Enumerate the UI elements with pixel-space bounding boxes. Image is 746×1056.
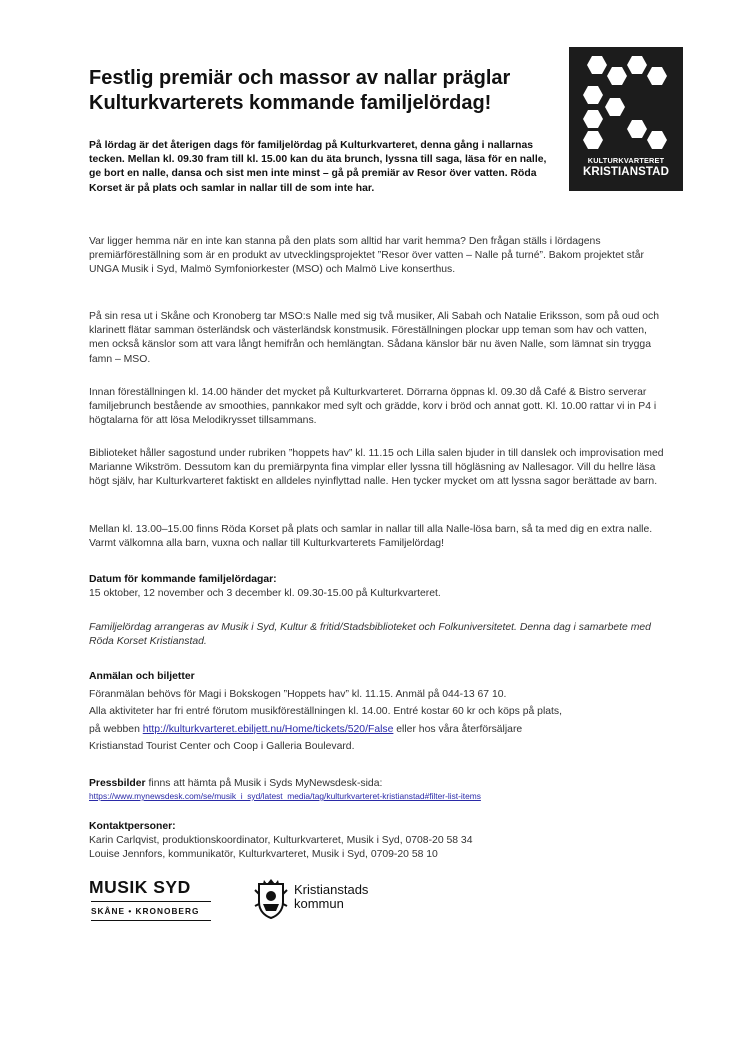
kulturkvarteret-logo: [569, 47, 683, 191]
kristianstads-kommun-logo: [253, 878, 393, 922]
tickets-line-3-prefix: på webben: [89, 723, 143, 735]
contact-1: Karin Carlqvist, produktionskoordinator, Kulturkvarteret, Musik i Syd, 0708-20 58 34: [89, 835, 473, 847]
tickets-heading: Anmälan och biljetter: [89, 671, 195, 682]
dates-text: 15 oktober, 12 november och 3 december kl. 09.30-15.00 på Kulturkvarteret.: [89, 588, 441, 600]
press-line: [89, 777, 669, 790]
press-bold-label: Pressbilder: [89, 778, 146, 789]
dates-section: [89, 573, 669, 601]
dates-heading: Datum för kommande familjelördagar:: [89, 574, 277, 585]
tickets-line-1: Föranmälan behövs för Magi i Bokskogen ”Hoppets hav” kl. 11.15. Anmäl på 044-13 67 10.: [89, 688, 507, 700]
body-paragraph-5: Mellan kl. 13.00–15.00 finns Röda Korset på plats och samlar in nallar till alla Nalle-lösa barn, så ta med dig en extra nalle. Varmt välkomna alla barn, vuxna och nallar till Kulturkvarterets Familjelördag!: [89, 524, 653, 550]
body-paragraph-3: Innan föreställningen kl. 14.00 händer det mycket på Kulturkvarteret. Dörrarna öppnas kl. 09.30 då Café & Bistro serverar familjebrunch bestående av smoothies, pannkakor med sylt och grädde, korv i bröd och annat gott. Kl. 10.00 rattar vi in P4 i högtalarna för att lösa Melodikrysset tillsammans.: [89, 387, 657, 427]
contacts-heading: Kontaktpersoner:: [89, 821, 176, 832]
coat-of-arms-icon: [253, 878, 289, 920]
body-paragraph-4: Biblioteket håller sagostund under rubriken ”hoppets hav” kl. 11.15 och Lilla salen bjuder in till danslek och improvisation med Marianne Wikström. Dessutom kan du premiärpynta fina vimplar eller lyssna till högläsning av Nallesagor. Vill du hellre läsa högt själv, har Kulturkvarteret faktiskt en alldeles nyinflyttad nalle. Hen tycker mycket om att lyssna sagor berättade av barn.: [89, 448, 664, 488]
mynewsdesk-link[interactable]: https://www.mynewsdesk.com/se/musik_i_syd/latest_media/tag/kulturkvarteret-kristianstad#filter-list-items: [89, 791, 481, 801]
divider: [91, 901, 211, 902]
musik-i-syd-wordmark: MUSIK SYD: [89, 877, 191, 897]
musik-i-syd-subline: SKÅNE • KRONOBERG: [91, 906, 200, 916]
logo-line2: KRISTIANSTAD: [583, 166, 669, 178]
tickets-section: [89, 668, 669, 756]
tickets-line-4: Kristianstad Tourist Center och Coop i Galleria Boulevard.: [89, 741, 355, 752]
organizers-note: Familjelördag arrangeras av Musik i Syd, Kultur & fritid/Stadsbiblioteket och Folkuniversitetet. Denna dag i samarbete med Röda Korset Kristianstad.: [89, 622, 651, 648]
body-paragraph-2: På sin resa ut i Skåne och Kronoberg tar MSO:s Nalle med sig två musiker, Ali Sabah och Natalie Eriksson, som på oud och klarinett flätar samman österländsk och västerländsk konstmusik. Föreställningen plockar upp teman som hav och vatten, men också känslor som att vara långt hemifrån och hemlängtan. Sådana känslor bär nu även Nalle, som lämnat sin trygga famn – MSO.: [89, 311, 660, 365]
tickets-line-3-suffix: eller hos våra återförsäljare: [393, 723, 523, 735]
lead-paragraph: På lördag är det återigen dags för familjelördag på Kulturkvarteret, denna gång i nallarnas tecken. Mellan kl. 09.30 fram till kl. 15.00 kan du äta brunch, lyssna till saga, läsa för en nalle, ge bort en nalle, dansa och sist men inte minst – gå på premiär av Resor över vatten. Röda Korset är på plats och samlar in nallar till de som inte har.: [89, 140, 547, 194]
tickets-line-3: [89, 721, 669, 739]
divider: [91, 920, 211, 921]
press-rest-text: finns att hämta på Musik i Syds MyNewsdesk-sida:: [145, 778, 383, 789]
tickets-line-2: Alla aktiviteter har fri entré förutom musikföreställningen kl. 14.00. Entré kostar 60 kr och köps på plats,: [89, 706, 562, 717]
press-section: [89, 777, 669, 803]
kommun-line-1: Kristianstads: [294, 882, 369, 897]
ticket-link[interactable]: http://kulturkvarteret.ebiljett.nu/Home/tickets/520/False: [142, 723, 394, 735]
kommun-line-2: kommun: [294, 896, 344, 911]
logo-line1: KULTURKVARTERET: [587, 156, 665, 165]
musik-i-syd-logo: [89, 877, 213, 923]
contact-2: Louise Jennfors, kommunikatör, Kulturkvarteret, Musik i Syd, 0709-20 58 10: [89, 849, 438, 861]
contacts-section: [89, 820, 669, 863]
body-paragraph-1: Var ligger hemma när en inte kan stanna på den plats som alltid har varit hemma? Den frågan ställs i lördagens premiärföreställning som är en produkt av utvecklingsprojektet ”Resor över vatten – Nalle på turné”. Bakom projektet står UNGA Musik i Syd, Malmö Symfoniorkester (MSO) och Malmö Live konserthus.: [89, 236, 645, 276]
page-title: Festlig premiär och massor av nallar präglar Kulturkvarterets kommande familjelördag!: [89, 67, 511, 114]
